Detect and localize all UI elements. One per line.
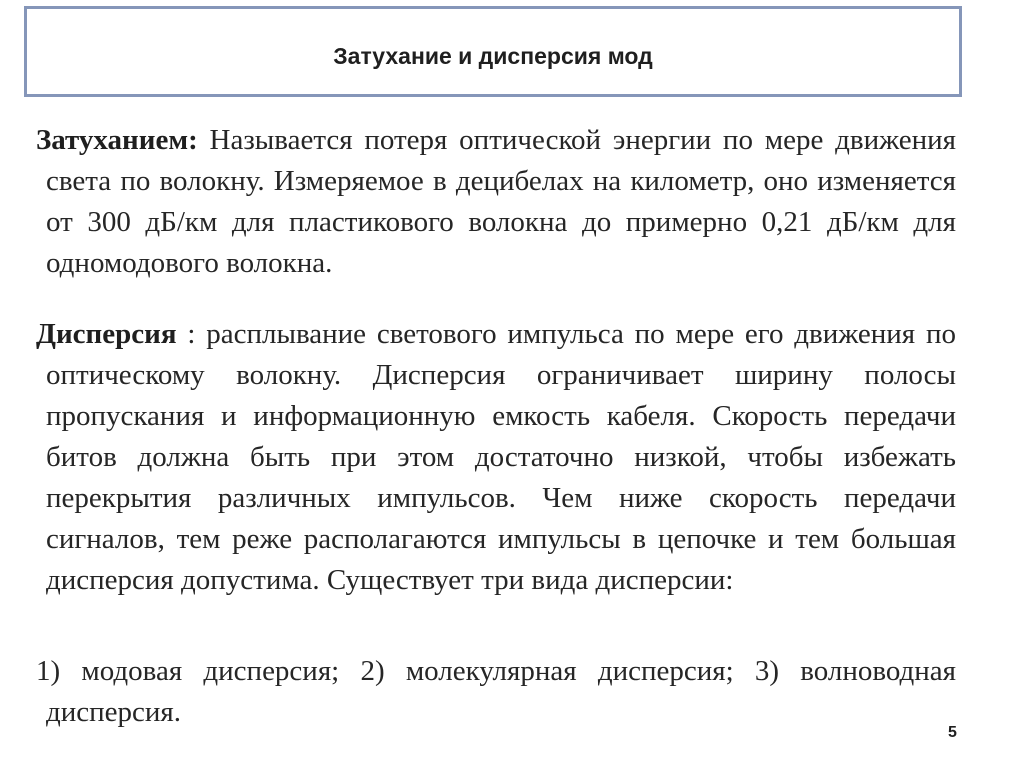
- dispersion-types-text: 1) модовая дисперсия; 2) молекулярная дисперсия; 3) волноводная дисперсия.: [36, 655, 956, 728]
- title-box: [24, 6, 962, 97]
- page-number: 5: [948, 724, 957, 741]
- dispersion-term: Дисперсия: [36, 318, 177, 350]
- attenuation-text: Называется потеря оптической энергии по мере движения света по волокну. Измеряемое в децибелах на километр, оно изменяется от 300 дБ/км для пластикового волокна до примерно 0,21 дБ/км для одномодового волокна.: [46, 124, 956, 279]
- dispersion-text: : расплывание светового импульса по мере его движения по оптическому волокну. Дисперсия ограничивает ширину полосы пропускания и информационную емкость кабеля. Скорость передачи битов должна быть при этом достаточно низкой, чтобы избежать перекрытия различных импульсов. Чем ниже скорость передачи сигналов, тем реже располагаются импульсы в цепочке и тем большая дисперсия допустима. Существует три вида дисперсии:: [46, 318, 956, 596]
- dispersion-types-paragraph: [36, 651, 956, 733]
- slide-title: Затухание и дисперсия мод: [333, 43, 653, 69]
- dispersion-paragraph: [36, 314, 956, 601]
- attenuation-term: Затуханием:: [36, 124, 198, 156]
- attenuation-paragraph: [36, 120, 956, 284]
